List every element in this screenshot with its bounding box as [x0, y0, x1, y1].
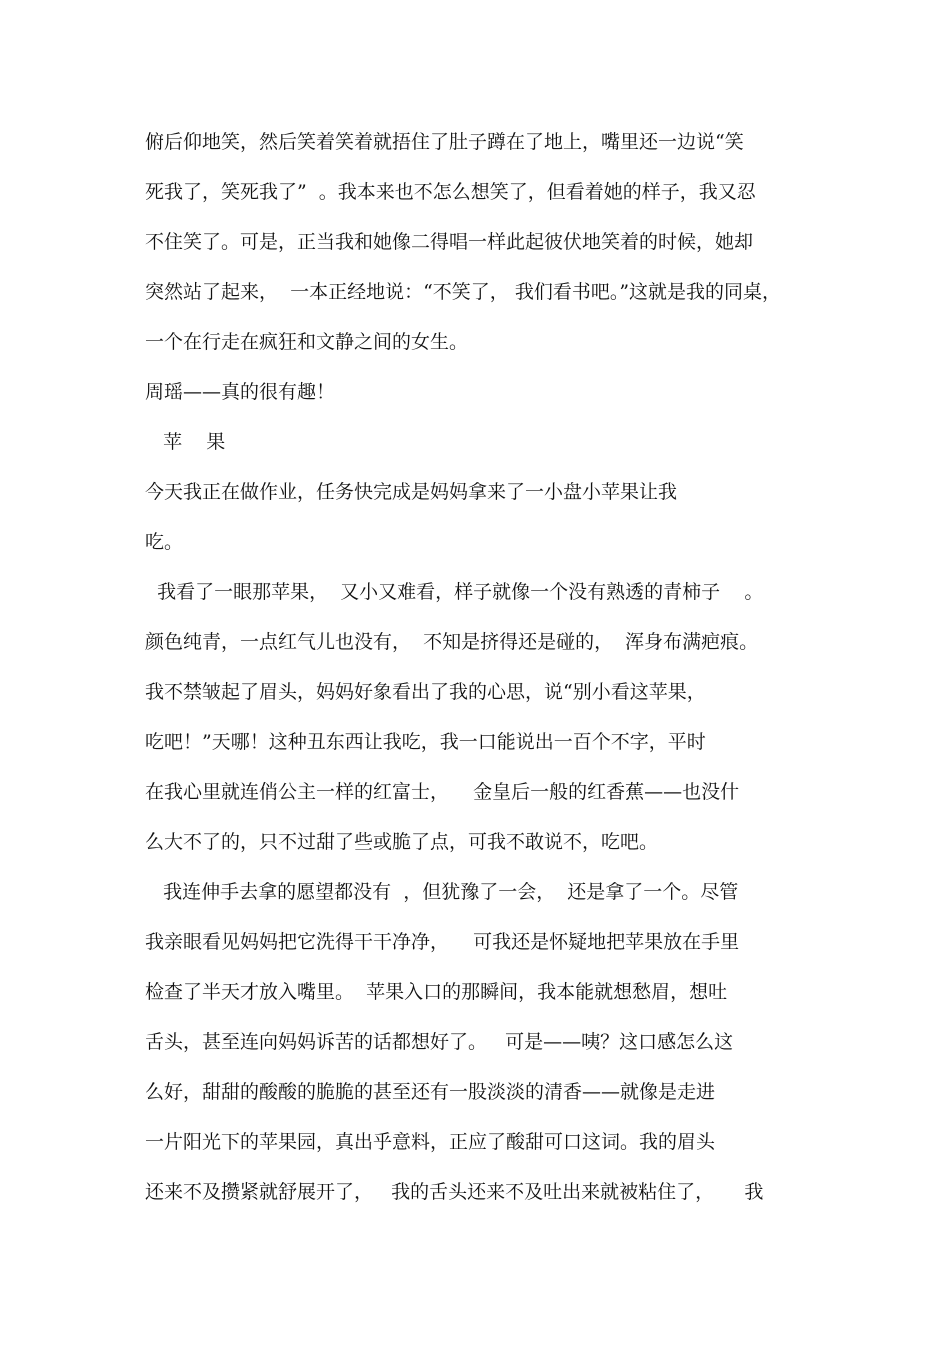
- text-line: 吃。: [145, 531, 184, 553]
- text-line: 么好，甜甜的酸酸的脆脆的甚至还有一股淡淡的清香——就像是走进: [145, 1081, 716, 1103]
- text-line: 我不禁皱起了眉头，妈妈好象看出了我的心思，说“别小看这苹果，: [145, 681, 706, 703]
- text-line: 突然站了起来， 一本正经地说：“不笑了， 我们看书吧。”这就是我的同桌，: [145, 281, 782, 303]
- text-line: 死我了，笑死我了” 。我本来也不怎么想笑了，但看着她的样子，我又忍: [145, 181, 756, 203]
- text-line: 颜色纯青，一点红气儿也没有， 不知是挤得还是碰的， 浑身布满疤痕。: [145, 631, 759, 653]
- text-line: 不住笑了。可是，正当我和她像二得唱一样此起彼伏地笑着的时候，她却: [145, 231, 754, 253]
- text-line: 我亲眼看见妈妈把它洗得干干净净， 可我还是怀疑地把苹果放在手里: [145, 931, 740, 953]
- text-line: 么大不了的，只不过甜了些或脆了点，可我不敢说不，吃吧。: [145, 831, 659, 853]
- section-heading: 苹 果: [145, 431, 226, 453]
- text-line: 一个在行走在疯狂和文静之间的女生。: [145, 331, 469, 353]
- text-line: 我看了一眼那苹果， 又小又难看，样子就像一个没有熟透的青柿子 。: [145, 581, 764, 603]
- text-line: 吃吧！”天哪！这种丑东西让我吃，我一口能说出一百个不字，平时: [145, 731, 706, 753]
- text-line: 舌头，甚至连向妈妈诉苦的话都想好了。 可是——咦？这口感怎么这: [145, 1031, 734, 1053]
- text-line: 我连伸手去拿的愿望都没有 ，但犹豫了一会， 还是拿了一个。尽管: [145, 881, 739, 903]
- text-line: 一片阳光下的苹果园，真出乎意料，正应了酸甜可口这词。我的眉头: [145, 1131, 716, 1153]
- text-line: 检查了半天才放入嘴里。 苹果入口的那瞬间，我本能就想愁眉，想吐: [145, 981, 728, 1003]
- text-line: 周瑶——真的很有趣！: [145, 381, 336, 403]
- text-line: 今天我正在做作业，任务快完成是妈妈拿来了一小盘小苹果让我: [145, 481, 678, 503]
- text-line: 还来不及攒紧就舒展开了， 我的舌头还来不及吐出来就被粘住了， 我: [145, 1181, 764, 1203]
- text-line: 在我心里就连俏公主一样的红富士， 金皇后一般的红香蕉——也没什: [145, 781, 740, 803]
- text-line: 俯后仰地笑，然后笑着笑着就捂住了肚子蹲在了地上，嘴里还一边说“笑: [145, 131, 744, 153]
